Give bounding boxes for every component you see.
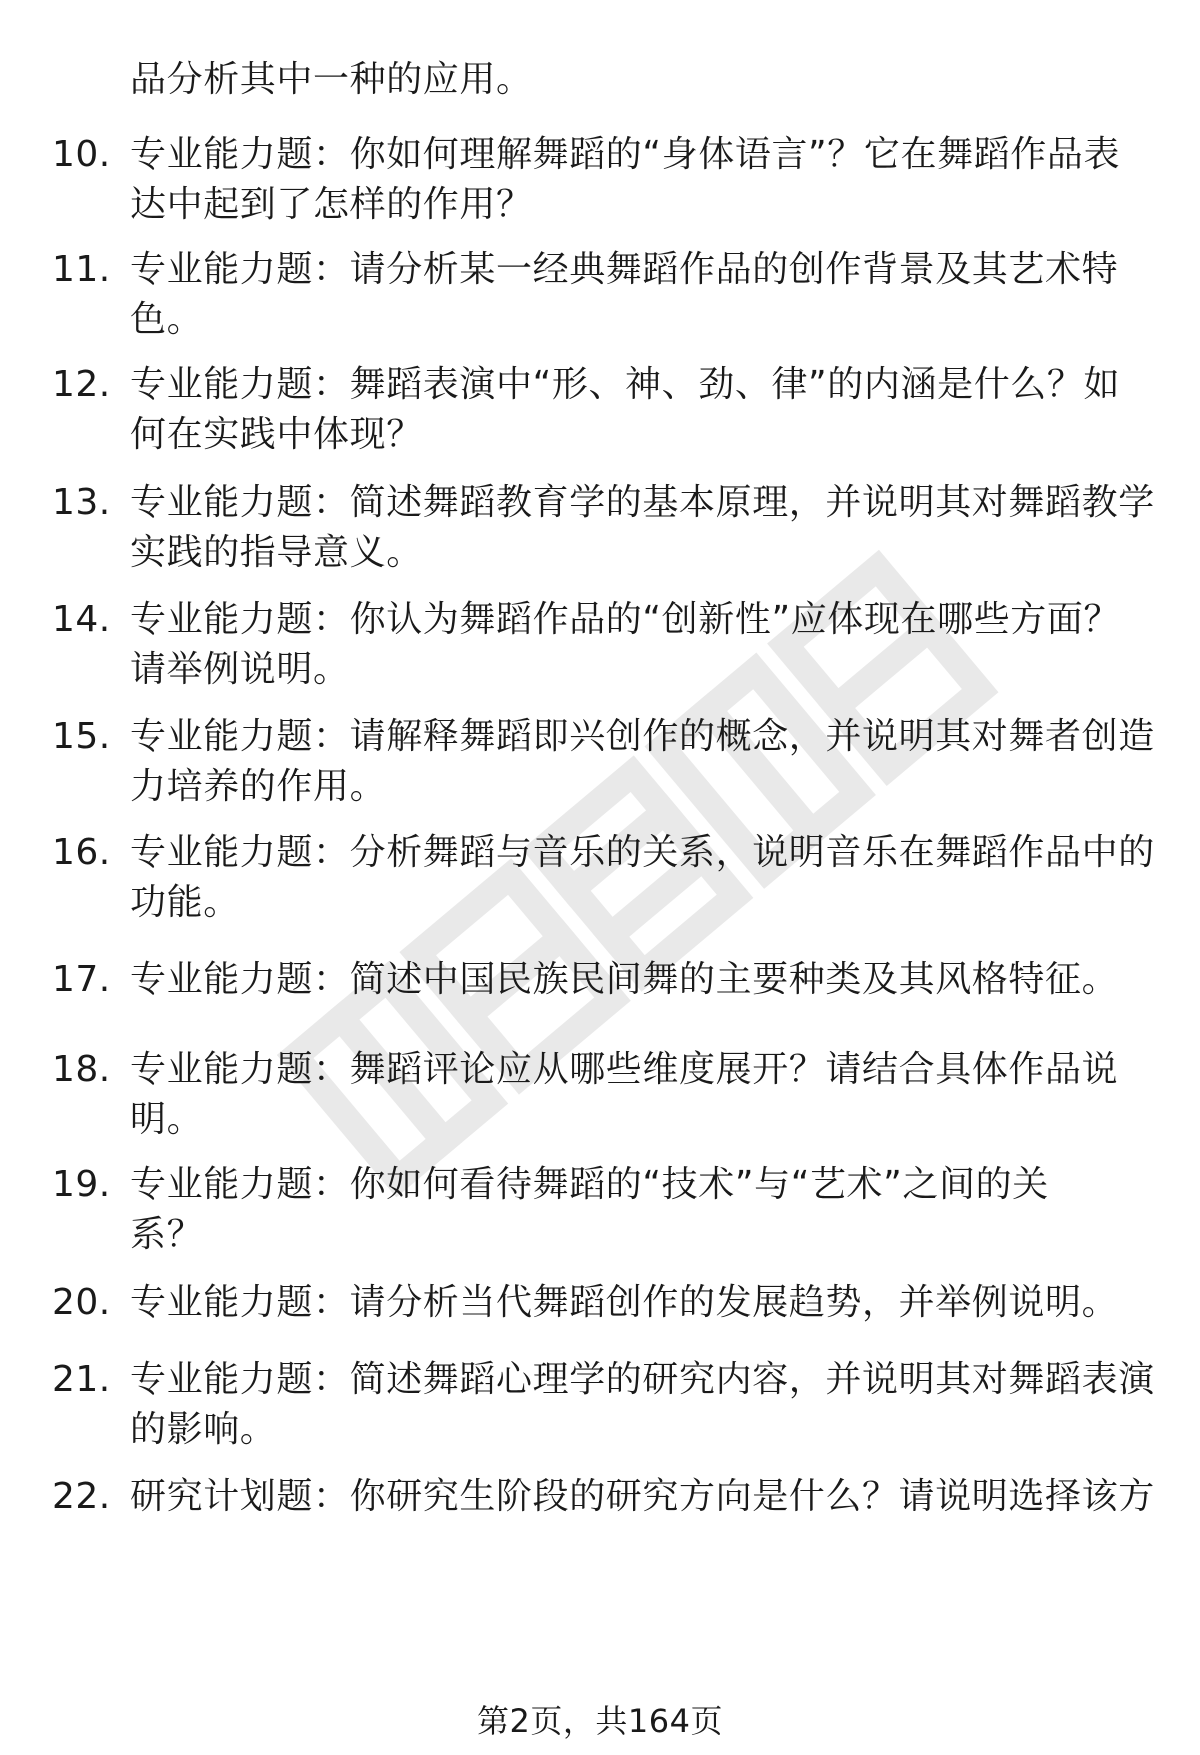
question-text-line: 专业能力题：简述舞蹈心理学的研究内容，并说明其对舞蹈表演 bbox=[130, 1359, 1155, 1400]
question-text-line: 力培养的作用。 bbox=[130, 766, 387, 807]
question-text-line: 专业能力题：你认为舞蹈作品的“创新性”应体现在哪些方面？ bbox=[130, 599, 1121, 640]
question-text-line: 研究计划题：你研究生阶段的研究方向是什么？请说明选择该方 bbox=[130, 1476, 1155, 1517]
question-text-line: 专业能力题：请解释舞蹈即兴创作的概念，并说明其对舞者创造 bbox=[130, 716, 1155, 757]
question-text bbox=[130, 712, 1155, 812]
question-text-line: 功能。 bbox=[130, 882, 240, 923]
question-text-line: 专业能力题：舞蹈评论应从哪些维度展开？请结合具体作品说 bbox=[130, 1049, 1119, 1090]
question-text-line: 请举例说明。 bbox=[130, 649, 350, 690]
question-text-line: 专业能力题：你如何理解舞蹈的“身体语言”？它在舞蹈作品表 bbox=[130, 134, 1121, 175]
question-number: 13. bbox=[52, 482, 111, 523]
question-text-line: 专业能力题：分析舞蹈与音乐的关系，说明音乐在舞蹈作品中的 bbox=[130, 832, 1155, 873]
question-number: 21. bbox=[52, 1359, 111, 1400]
question-number: 12. bbox=[52, 364, 111, 405]
page-footer: 第2页，共164页 bbox=[477, 1702, 723, 1740]
question-text bbox=[130, 1045, 1140, 1145]
question-number: 17. bbox=[52, 959, 111, 1000]
question-text-line: 达中起到了怎样的作用？ bbox=[130, 184, 533, 225]
question-number: 19. bbox=[52, 1164, 111, 1205]
question-number: 15. bbox=[52, 716, 111, 757]
question-text-line: 实践的指导意义。 bbox=[130, 532, 423, 573]
question-number: 10. bbox=[52, 134, 111, 175]
question-text bbox=[130, 130, 1140, 230]
question-text-line: 专业能力题：舞蹈表演中“形、神、劲、律”的内涵是什么？如 bbox=[130, 364, 1121, 405]
question-text bbox=[130, 1278, 1140, 1328]
question-text-line: 专业能力题：简述舞蹈教育学的基本原理，并说明其对舞蹈教学 bbox=[130, 482, 1155, 523]
question-text-line: 专业能力题：请分析当代舞蹈创作的发展趋势，并举例说明。 bbox=[130, 1282, 1119, 1323]
question-text bbox=[130, 595, 1140, 695]
question-text-line: 色。 bbox=[130, 299, 204, 340]
question-text-line: 专业能力题：你如何看待舞蹈的“技术”与“艺术”之间的关 bbox=[130, 1164, 1049, 1205]
question-text bbox=[130, 478, 1155, 578]
question-text bbox=[130, 955, 1140, 1005]
question-number: 16. bbox=[52, 832, 111, 873]
question-number: 14. bbox=[52, 599, 111, 640]
question-text bbox=[130, 1472, 1155, 1522]
question-text bbox=[130, 1160, 1140, 1260]
question-text-line: 的影响。 bbox=[130, 1409, 277, 1450]
question-text-line: 明。 bbox=[130, 1099, 204, 1140]
question-number: 18. bbox=[52, 1049, 111, 1090]
question-text bbox=[130, 1355, 1155, 1455]
question-text-line: 何在实践中体现？ bbox=[130, 414, 423, 455]
question-text-line: 系？ bbox=[130, 1214, 204, 1255]
question-number: 11. bbox=[52, 249, 111, 290]
question-text bbox=[130, 360, 1140, 460]
question-number: 20. bbox=[52, 1282, 111, 1323]
continuation-text: 品分析其中一种的应用。 bbox=[130, 59, 533, 100]
question-text-line: 专业能力题：请分析某一经典舞蹈作品的创作背景及其艺术特 bbox=[130, 249, 1119, 290]
question-text bbox=[130, 828, 1155, 928]
question-number: 22. bbox=[52, 1476, 111, 1517]
question-text bbox=[130, 245, 1140, 345]
question-text-line: 专业能力题：简述中国民族民间舞的主要种类及其风格特征。 bbox=[130, 959, 1119, 1000]
